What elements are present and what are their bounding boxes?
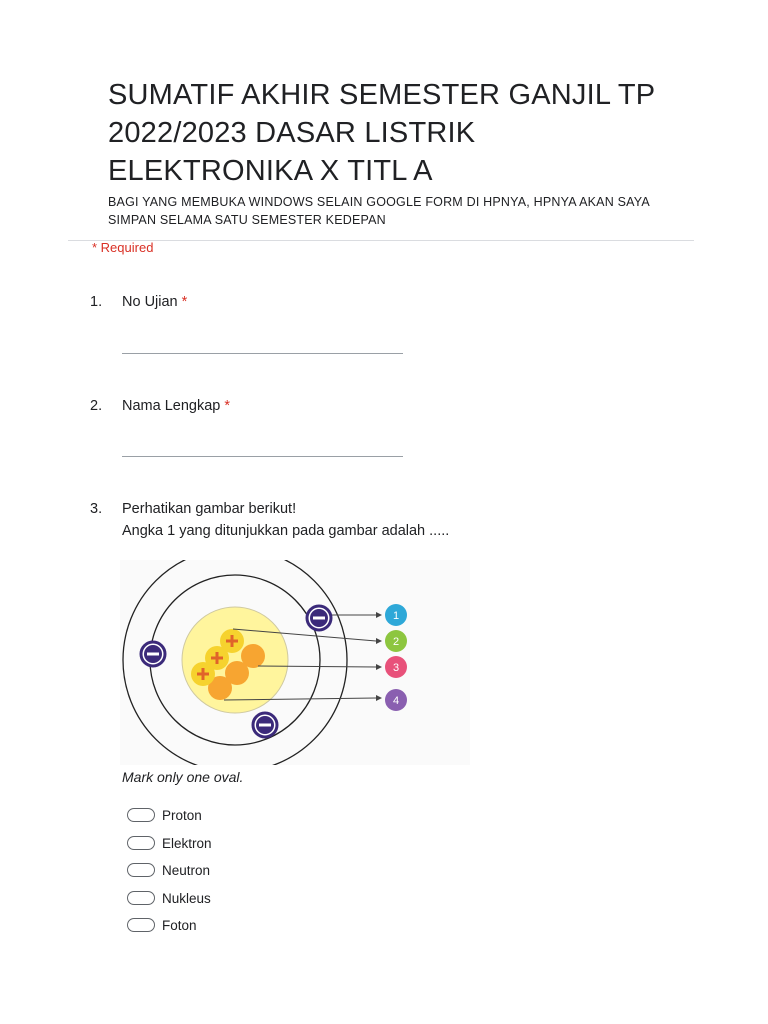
figure-background bbox=[120, 560, 470, 765]
number-label-text: 2 bbox=[392, 636, 400, 648]
number-label-2 bbox=[385, 630, 407, 652]
electron bbox=[141, 642, 165, 666]
radio-oval[interactable] bbox=[127, 836, 155, 850]
number-label-4 bbox=[385, 689, 407, 711]
option-label: Proton bbox=[162, 807, 202, 823]
question-label: No Ujian bbox=[122, 294, 178, 310]
option-label: Foton bbox=[162, 917, 197, 933]
radio-oval[interactable] bbox=[127, 918, 155, 932]
nama-lengkap-input[interactable] bbox=[122, 456, 403, 457]
option-nukleus[interactable] bbox=[127, 889, 211, 907]
radio-oval[interactable] bbox=[127, 863, 155, 877]
form-description: BAGI YANG MEMBUKA WINDOWS SELAIN GOOGLE FORM DI HPNYA, HPNYA AKAN SAYA SIMPAN SELAMA SATU SEMESTER KEDEPAN bbox=[108, 195, 650, 227]
required-note: * Required bbox=[92, 240, 154, 255]
required-star: * bbox=[224, 398, 231, 414]
number-label-text: 4 bbox=[392, 695, 400, 707]
number-label-1 bbox=[385, 604, 407, 626]
number-label-3 bbox=[385, 656, 407, 678]
question-number: 3. bbox=[90, 501, 103, 517]
question-line-2: Angka 1 yang ditunjukkan pada gambar adalah ..... bbox=[122, 523, 450, 539]
mark-hint: Mark only one oval. bbox=[122, 769, 244, 785]
required-star: * bbox=[181, 294, 188, 310]
option-neutron[interactable] bbox=[127, 861, 210, 879]
no-ujian-input[interactable] bbox=[122, 353, 403, 354]
nucleus bbox=[182, 607, 288, 713]
option-label: Neutron bbox=[162, 862, 211, 878]
option-elektron[interactable] bbox=[127, 834, 212, 852]
option-label: Nukleus bbox=[162, 890, 211, 906]
option-foton[interactable] bbox=[127, 916, 197, 934]
question-number: 2. bbox=[90, 398, 103, 414]
radio-oval[interactable] bbox=[127, 891, 155, 905]
header-divider bbox=[68, 240, 694, 241]
radio-oval[interactable] bbox=[127, 808, 155, 822]
form-title: SUMATIF AKHIR SEMESTER GANJIL TP 2022/2023 DASAR LISTRIK ELEKTRONIKA X TITL A bbox=[108, 79, 655, 187]
question-number: 1. bbox=[90, 294, 103, 310]
electron bbox=[307, 606, 331, 630]
question-label: Nama Lengkap bbox=[122, 398, 221, 414]
option-proton[interactable] bbox=[127, 806, 202, 824]
option-label: Elektron bbox=[162, 835, 212, 851]
electron bbox=[253, 713, 277, 737]
number-label-text: 3 bbox=[392, 662, 400, 674]
question-line-1: Perhatikan gambar berikut! bbox=[122, 501, 297, 517]
number-label-text: 1 bbox=[392, 610, 400, 622]
atom-diagram bbox=[120, 560, 470, 765]
